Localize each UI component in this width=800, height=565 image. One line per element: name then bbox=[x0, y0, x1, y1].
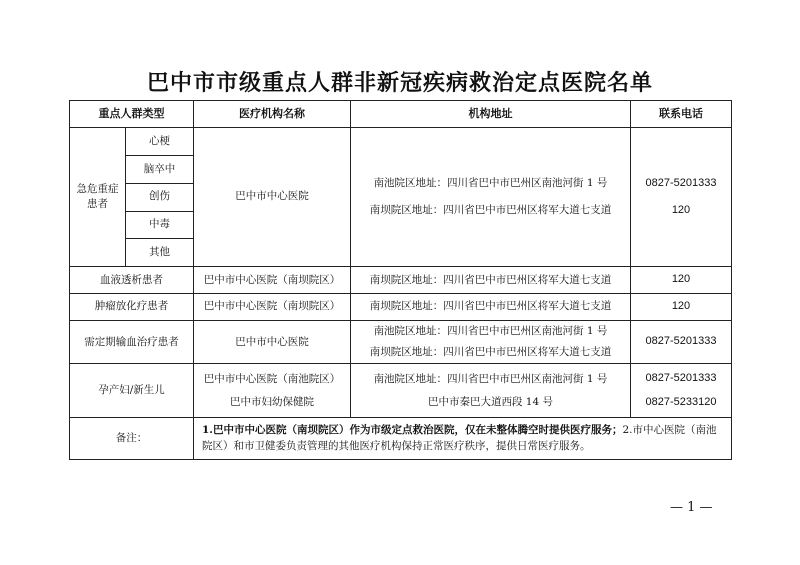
header-group: 重点人群类型 bbox=[70, 101, 194, 128]
table-row bbox=[70, 267, 732, 294]
group-cell: 需定期输血治疗患者 bbox=[70, 321, 194, 364]
phone-line: 0827-5201333 bbox=[645, 371, 717, 384]
group-cell: 急危重症患者 bbox=[70, 127, 126, 266]
phone-cell: 120 bbox=[631, 294, 732, 321]
address-line: 巴中市秦巴大道西段 14 号 bbox=[427, 395, 554, 408]
address-cell: 南坝院区地址：四川省巴中市巴州区将军大道七支道 bbox=[351, 267, 631, 294]
group-cell: 血液透析患者 bbox=[70, 267, 194, 294]
institution-cell bbox=[194, 364, 351, 418]
subtype-cell: 创伤 bbox=[126, 183, 194, 211]
address-line: 南坝院区地址：四川省巴中市巴州区将军大道七支道 bbox=[369, 346, 612, 359]
address-line: 南池院区地址：四川省巴中市巴州区南池河街 1 号 bbox=[373, 177, 608, 190]
phone-cell bbox=[631, 127, 732, 266]
subtype-cell: 中毒 bbox=[126, 211, 194, 239]
hospital-table bbox=[69, 100, 732, 460]
phone-line: 0827-5233120 bbox=[645, 395, 717, 408]
phone-line: 0827-5201333 bbox=[645, 176, 717, 189]
institution-cell: 巴中市中心医院 bbox=[194, 321, 351, 364]
phone-line: 120 bbox=[671, 203, 691, 216]
address-cell: 南坝院区地址：四川省巴中市巴州区将军大道七支道 bbox=[351, 294, 631, 321]
institution-cell: 巴中市中心医院（南坝院区） bbox=[194, 294, 351, 321]
phone-cell: 0827-5201333 bbox=[631, 321, 732, 364]
address-cell bbox=[351, 364, 631, 418]
table-row bbox=[70, 321, 732, 364]
institution-cell: 巴中市中心医院 bbox=[194, 127, 351, 266]
address-line: 南坝院区地址：四川省巴中市巴州区将军大道七支道 bbox=[369, 203, 612, 216]
header-address: 机构地址 bbox=[351, 101, 631, 128]
note-label: 备注： bbox=[70, 418, 194, 460]
note-bold-text: 1.巴中市中心医院（南坝院区）作为市级定点救治医院，仅在未整体腾空时提供医疗服务； bbox=[202, 423, 623, 436]
phone-cell: 120 bbox=[631, 267, 732, 294]
header-phone: 联系电话 bbox=[631, 101, 732, 128]
table-header-row bbox=[70, 101, 732, 128]
address-cell bbox=[351, 127, 631, 266]
address-cell bbox=[351, 321, 631, 364]
header-institution: 医疗机构名称 bbox=[194, 101, 351, 128]
institution-line: 巴中市中心医院（南池院区） bbox=[203, 372, 341, 385]
page-title: 巴中市市级重点人群非新冠疾病救治定点医院名单 bbox=[146, 70, 653, 96]
note-content bbox=[194, 418, 732, 460]
table-row bbox=[70, 364, 732, 418]
note-normal-text: 2.市中心医院（南池院区）和市卫健委负责管理的其他医疗机构保持正常医疗秩序，提供日常医疗服务。 bbox=[202, 423, 717, 452]
institution-line: 巴中市妇幼保健院 bbox=[230, 395, 314, 408]
page-number: — 1 — bbox=[670, 500, 713, 515]
subtype-cell: 其他 bbox=[126, 239, 194, 267]
table-row bbox=[70, 294, 732, 321]
subtype-cell: 脑卒中 bbox=[126, 155, 194, 183]
phone-cell bbox=[631, 364, 732, 418]
note-row bbox=[70, 418, 732, 460]
group-cell: 肿瘤放化疗患者 bbox=[70, 294, 194, 321]
institution-cell: 巴中市中心医院（南坝院区） bbox=[194, 267, 351, 294]
table-row bbox=[70, 127, 732, 155]
address-line: 南池院区地址：四川省巴中市巴州区南池河街 1 号 bbox=[373, 372, 608, 385]
group-cell: 孕产妇/新生儿 bbox=[70, 364, 194, 418]
subtype-cell: 心梗 bbox=[126, 127, 194, 155]
address-line: 南池院区地址：四川省巴中市巴州区南池河街 1 号 bbox=[373, 325, 608, 337]
